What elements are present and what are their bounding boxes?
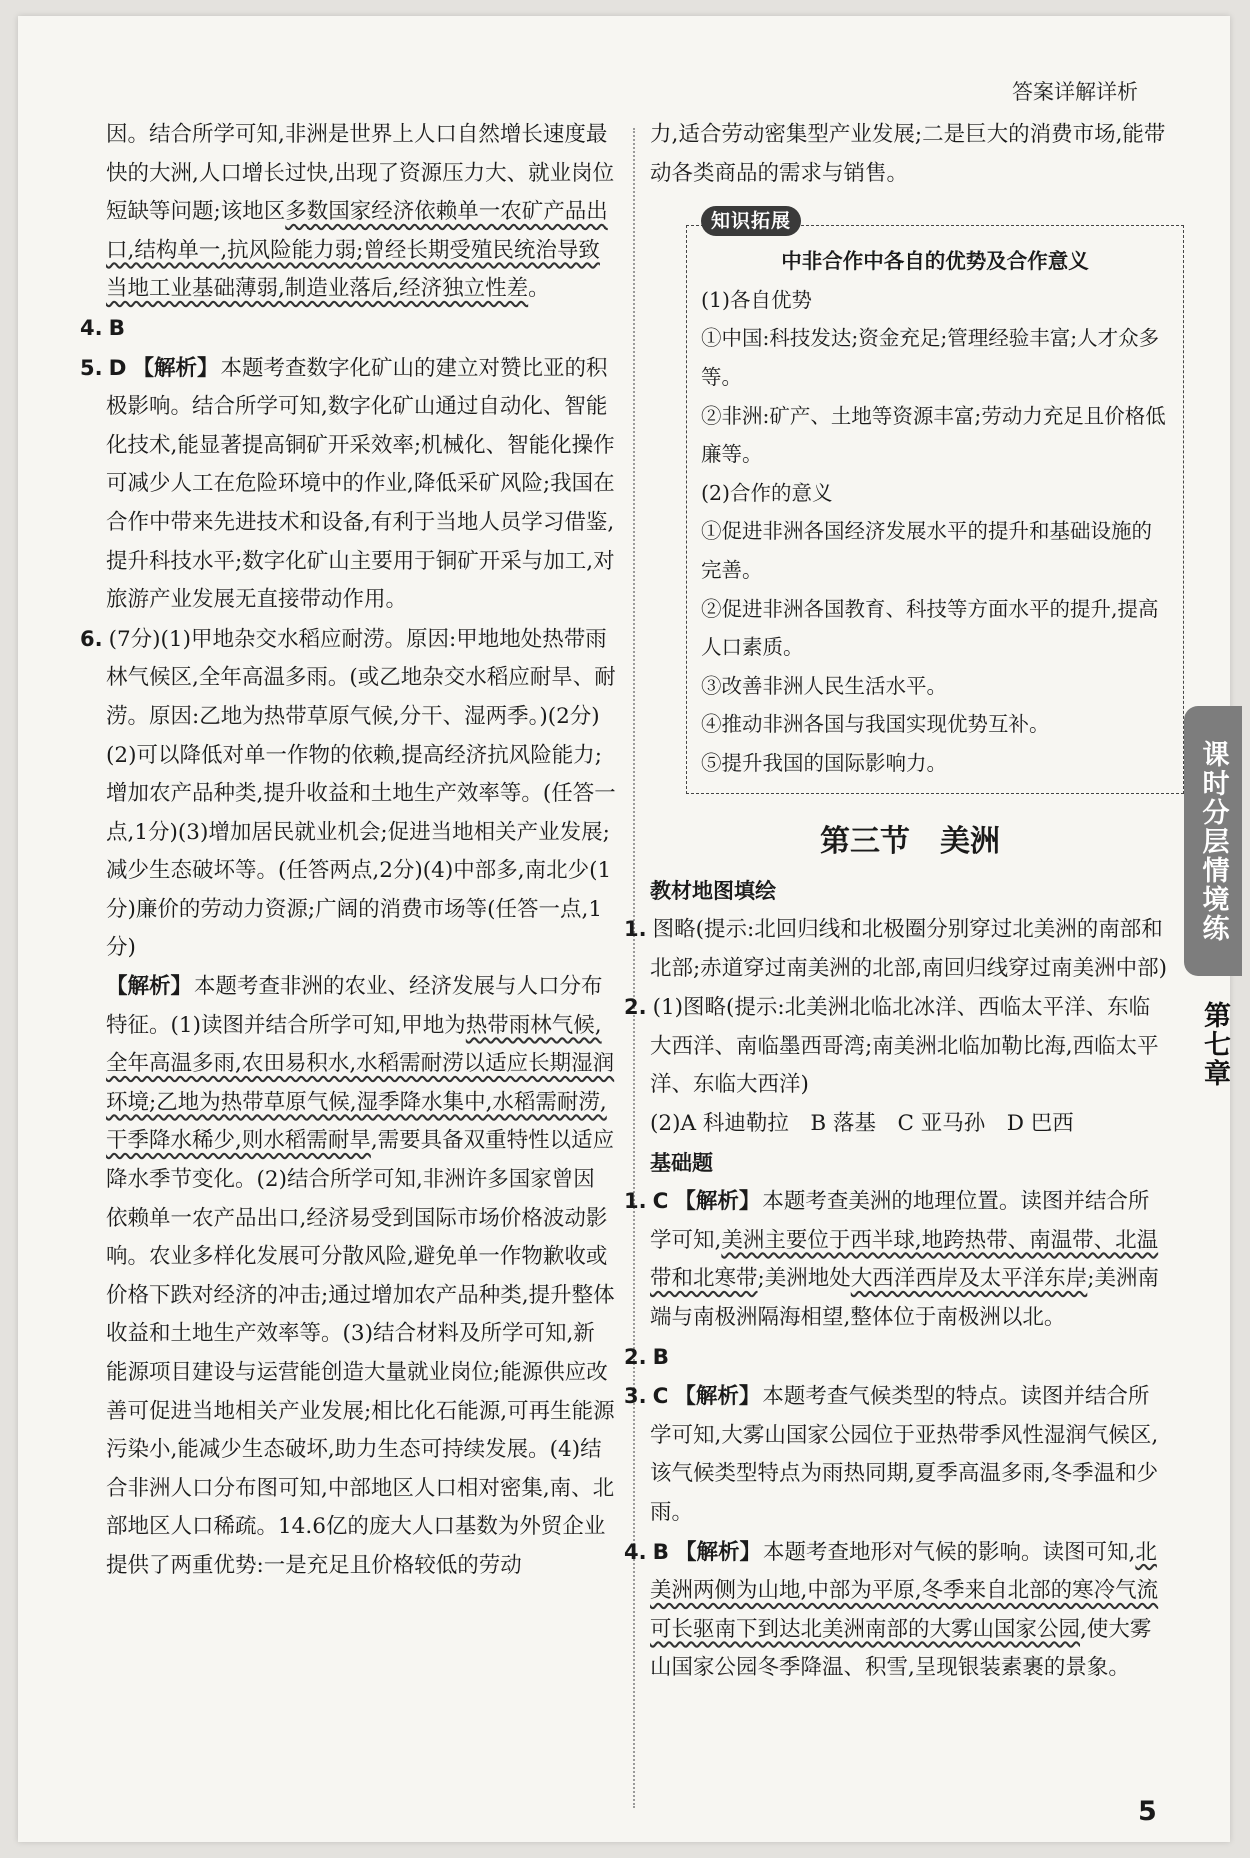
side-tab: 课时分层情境练: [1184, 706, 1242, 976]
map-q2-part2: (2)A 科迪勒拉 B 落基 C 亚马孙 D 巴西: [650, 1111, 1074, 1137]
map-heading: 教材地图填绘: [650, 878, 776, 903]
page-header: 答案详解详析: [1012, 80, 1138, 104]
page-number: 5: [1138, 1796, 1157, 1827]
q6-answer: 6. (7分)(1)甲地杂交水稻应耐涝。原因:甲地地处热带雨林气候区,全年高温多雨。(或乙地杂交水稻应耐旱、耐涝。原因:乙地为热带草原气候,分干、湿两季。)(2分)(2)可以降低对单一作物的依赖,提高经济抗风险能力;增加农产品种类,提升收益和土地生产效率等。(任答一点,1分)(3)增加居民就业机会;促进当地相关产业发展;减少生态破坏等。(任答两点,2分)(4)中部多,南北少(1分)廉价的劳动力资源;广阔的消费市场等(任答一点,1分): [80, 626, 616, 961]
q3-continued: 因。结合所学可知,非洲是世界上人口自然增长速度最快的大洲,人口增长过快,出现了资源压力大、就业岗位短缺等问题;该地区多数国家经济依赖单一农矿产品出口,结构单一,抗风险能力弱;曾经长期受殖民统治导致当地工业基础薄弱,制造业落后,经济独立性差。: [106, 122, 615, 302]
key-point: 多数国家经济依赖单一农矿产品出口,结构单一,抗风险能力弱;曾经长期受殖民统治导致当地工业基础薄弱,制造业落后,经济独立性差: [106, 199, 608, 302]
basic-q4: 4. B 【解析】本题考查地形对气候的影响。读图可知,北美洲两侧为山地,中部为平原,冬季来自北部的寒冷气流可长驱南下到达北美洲南部的大雾山国家公园,使大雾山国家公园冬季降温、积雪,呈现银装素裹的景象。: [624, 1539, 1159, 1681]
basic-q1: 1. C 【解析】本题考查美洲的地理位置。读图并结合所学可知,美洲主要位于西半球,地跨热带、南温带、北温带和北寒带;美洲地处大西洋西岸及太平洋东岸;美洲南端与南极洲隔海相望,整体位于南极洲以北。: [624, 1189, 1160, 1331]
q5-answer: 5. D 【解析】本题考查数字化矿山的建立对赞比亚的积极影响。结合所学可知,数字化矿山通过自动化、智能化技术,能显著提高铜矿开采效率;机械化、智能化操作可减少人工在危险环境中的作业,降低采矿风险;我国在合作中带来先进技术和设备,有利于当地人员学习借鉴,提升科技水平;数字化矿山主要用于铜矿开采与加工,对旅游产业发展无直接带动作用。: [80, 355, 615, 613]
knowledge-line: ②促进非洲各国教育、科技等方面水平的提升,提高人口素质。: [701, 596, 1159, 660]
knowledge-line: ④推动非洲各国与我国实现优势互补。: [701, 712, 1050, 737]
chapter-label: 第七章: [1199, 1001, 1230, 1088]
map-q2: 2. (1)图略(提示:北美洲北临北冰洋、西临太平洋、东临大西洋、南临墨西哥湾;南美洲北临加勒比海,西临太平洋、东临大西洋): [624, 995, 1159, 1098]
left-column: [80, 116, 616, 1586]
knowledge-line: (1)各自优势: [701, 287, 813, 312]
knowledge-line: ②非洲:矿产、土地等资源丰富;劳动力充足且价格低廉等。: [701, 403, 1166, 467]
knowledge-title: 中非合作中各自的优势及合作意义: [781, 249, 1089, 274]
map-q1: 1. 图略(提示:北回归线和北极圈分别穿过北美洲的南部和北部;赤道穿过南美洲的北部,南回归线穿过南美洲中部): [624, 917, 1167, 981]
key-point: 美洲主要位于西半球,地跨热带、南温带、北温带和北寒带: [650, 1227, 1159, 1292]
q6-explanation: 【解析】本题考查非洲的农业、经济发展与人口分布特征。(1)读图并结合所学可知,甲地为热带雨林气候,全年高温多雨,农田易积水,水稻需耐涝以适应长期湿润环境;乙地为热带草原气候,湿季降水集中,水稻需耐涝,干季降水稀少,则水稻需耐旱,需要具备双重特性以适应降水季节变化。(2)结合所学可知,非洲许多国家曾因依赖单一农产品出口,经济易受到国际市场价格波动影响。农业多样化发展可分散风险,避免单一作物歉收或价格下跌对经济的冲击;通过增加农产品种类,提升整体收益和土地生产效率等。(3)结合材料及所学可知,新能源项目建设与运营能创造大量就业岗位;能源供应改善可促进当地相关产业发展;相比化石能源,可再生能源污染小,能减少生态破坏,助力生态可持续发展。(4)结合非洲人口分布图可知,中部地区人口相对密集,南、北部地区人口稀疏。14.6亿的庞大人口基数为外贸企业提供了两重优势:一是充足且价格较低的劳动: [106, 974, 615, 1578]
key-point: 北美洲两侧为山地,中部为平原,冬季来自北部的寒冷气流可长驱南下到达北美洲南部的大雾山国家公园: [650, 1539, 1159, 1642]
knowledge-line: ③改善非洲人民生活水平。: [701, 673, 947, 698]
basic-q3: 3. C 【解析】本题考查气候类型的特点。读图并结合所学可知,大雾山国家公园位于亚热带季风性湿润气候区,该气候类型特点为雨热同期,夏季高温多雨,冬季温和少雨。: [624, 1384, 1159, 1525]
q6-continued: 力,适合劳动密集型产业发展;二是巨大的消费市场,能带动各类商品的需求与销售。: [650, 122, 1166, 186]
knowledge-line: ①中国:科技发达;资金充足;管理经验丰富;人才众多等。: [701, 326, 1160, 389]
right-column: [624, 116, 1170, 1688]
key-point: 大西洋西岸及太平洋东岸: [850, 1266, 1088, 1292]
knowledge-line: ①促进非洲各国经济发展水平的提升和基础设施的完善。: [701, 519, 1152, 582]
q4-answer: 4. B: [80, 315, 125, 341]
knowledge-line: (2)合作的意义: [701, 480, 833, 505]
section-title: 第三节 美洲: [820, 823, 1000, 859]
key-point: 热带雨林气候,全年高温多雨,农田易积水,水稻需耐涝以适应长期湿润环境;乙地为热带草原气候,湿季降水集中,水稻需耐涝,干季降水稀少,则水稻需耐旱: [106, 1012, 615, 1154]
basic-q2: 2. B: [624, 1344, 669, 1370]
knowledge-badge: 知识拓展: [701, 206, 801, 236]
knowledge-line: ⑤提升我国的国际影响力。: [701, 750, 947, 775]
page: [18, 16, 1230, 1842]
basic-heading: 基础题: [650, 1150, 713, 1175]
knowledge-box: [686, 210, 1184, 793]
